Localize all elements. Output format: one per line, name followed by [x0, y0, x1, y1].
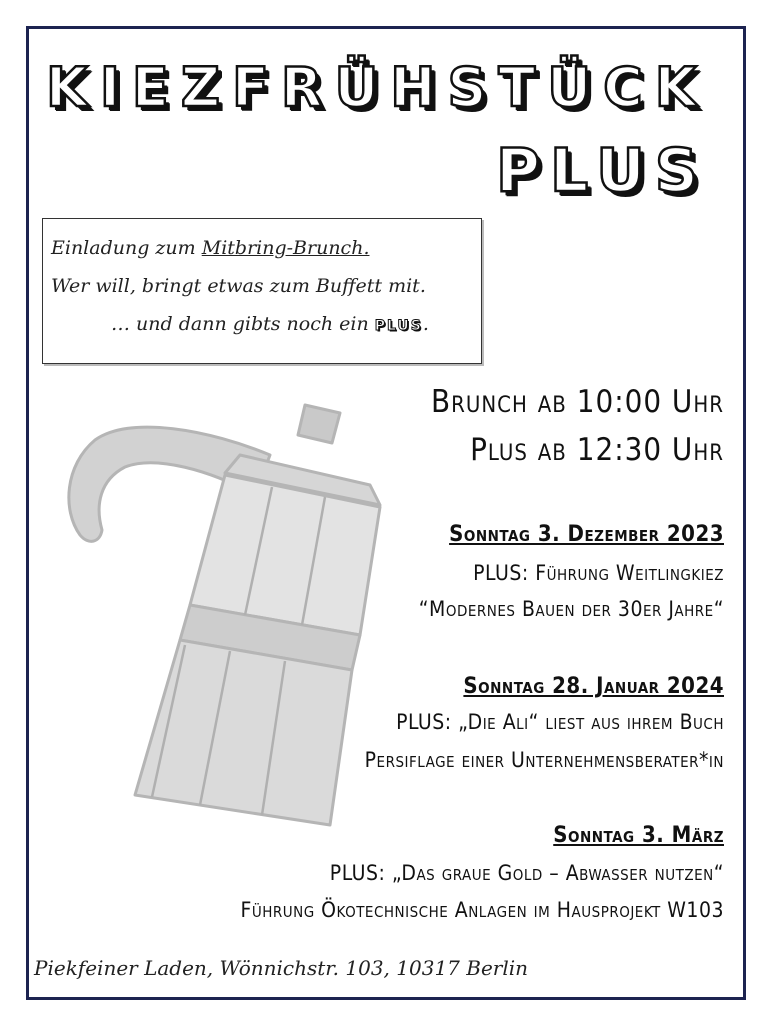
event-2-date: Sonntag 28. Januar 2024: [463, 674, 724, 699]
invitation-box: [42, 218, 482, 364]
event-1-line-1: PLUS: Führung Weitlingkiez: [473, 561, 724, 585]
event-2-line-1: PLUS: „Die Ali“ liest aus ihrem Buch: [396, 710, 724, 734]
invite-highlight: Mitbring-Brunch.: [201, 237, 370, 259]
event-2-line-2: Persiflage einer Unternehmensberater*in: [364, 748, 724, 772]
moka-pot-icon: [40, 395, 420, 855]
event-1-line-2: “Modernes Bauen der 30er Jahre“: [418, 597, 724, 621]
invite-text-2: Wer will, bringt etwas zum Buffett mit.: [51, 275, 426, 297]
footer-address: Piekfeiner Laden, Wönnichstr. 103, 10317 Berlin: [34, 956, 529, 980]
invite-text-3-end: .: [422, 313, 429, 335]
invite-text-1: Einladung zum: [51, 237, 202, 259]
event-1-date: Sonntag 3. Dezember 2023: [449, 522, 724, 547]
event-3-line-1: PLUS: „Das graue Gold – Abwasser nutzen“: [329, 861, 724, 885]
title-line-2: PLUS: [496, 136, 709, 206]
event-3-date: Sonntag 3. März: [553, 823, 724, 848]
invite-plus: PLUS: [374, 318, 423, 334]
event-3-line-2: Führung Ökotechnische Anlagen im Hausprojekt W103: [240, 898, 724, 922]
title-line-1: KIEZFRÜHSTÜCK: [46, 56, 709, 119]
brunch-time: Brunch ab 10:00 Uhr: [431, 384, 724, 420]
invite-text-3: … und dann gibts noch ein: [111, 313, 375, 335]
plus-time: Plus ab 12:30 Uhr: [470, 432, 724, 468]
